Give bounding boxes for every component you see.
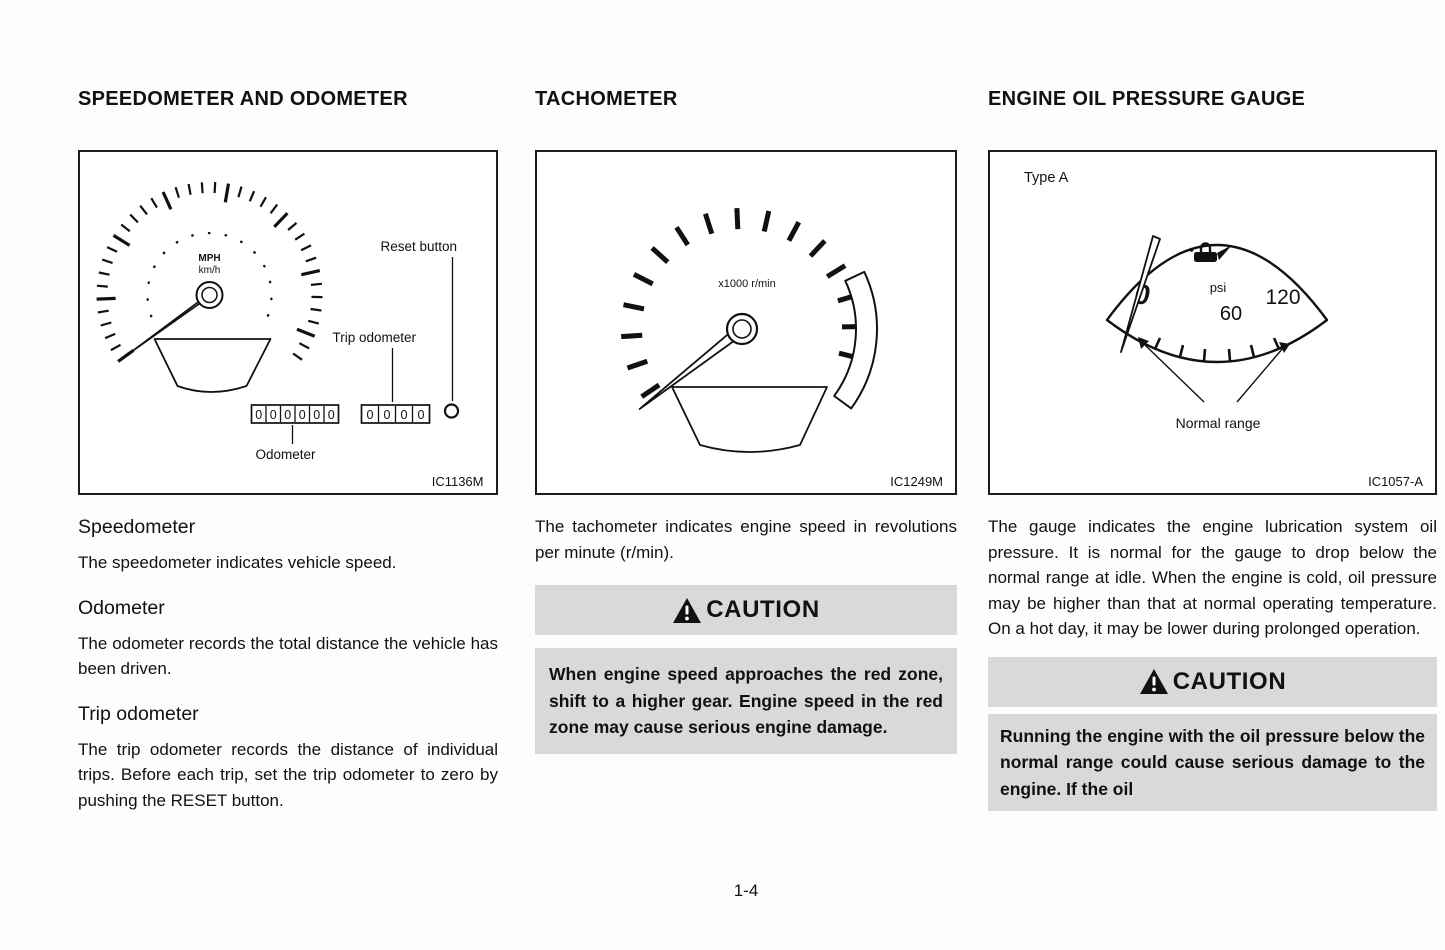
- odometer-readout: [252, 405, 339, 423]
- paragraph-oil-pressure: The gauge indicates the engine lubrication system oil pressure. It is normal for the gauge to drop below the normal range at idle. When the engine is cold, oil pressure may be higher than that at normal operating temperature. On a hot day, it may be lower during prolonged operation.: [988, 517, 1437, 638]
- subheading-speedometer: Speedometer: [78, 516, 196, 538]
- trip-odometer-callout: Trip odometer: [332, 330, 417, 345]
- subheading-odometer: Odometer: [78, 596, 165, 619]
- tachometer-units-label: x1000 r/min: [718, 278, 776, 290]
- paragraph-tachometer: The tachometer indicates engine speed in revolutions per minute (r/min).: [535, 517, 957, 562]
- svg-text:0: 0: [383, 408, 391, 422]
- tachometer-window: [672, 387, 827, 452]
- tachometer-tick-ring: [621, 208, 863, 397]
- oil-pressure-diagram: [990, 152, 1435, 493]
- column-tachometer: [535, 86, 957, 754]
- scale-zero: 0: [1134, 279, 1150, 310]
- tachometer-hub-inner: [733, 320, 751, 338]
- svg-text:0: 0: [269, 408, 277, 422]
- svg-text:0: 0: [417, 408, 425, 422]
- speedometer-hub-inner: [202, 288, 217, 303]
- trip-odometer-readout: [362, 405, 430, 423]
- tachometer-redzone-band: [834, 272, 877, 409]
- gauge-type-label: Type A: [1024, 170, 1069, 186]
- speedometer-mph-label: MPH: [198, 253, 221, 264]
- normal-range-label: Normal range: [1175, 415, 1261, 431]
- speedometer-kmh-label: km/h: [198, 265, 221, 276]
- caution-header-tachometer: [535, 585, 957, 635]
- figure-tachometer: [535, 150, 957, 495]
- column-oil-pressure: [988, 86, 1437, 811]
- warning-triangle-icon: [1139, 668, 1169, 695]
- caution-text-oil-pressure: Running the engine with the oil pressure below the normal range could cause serious damage to the engine. If the oil: [988, 714, 1437, 812]
- scale-one-twenty: 120: [1265, 286, 1301, 309]
- caution-text-tachometer: When engine speed approaches the red zone, shift to a higher gear. Engine speed in the red zone may cause serious engine damage.: [535, 648, 957, 754]
- psi-label: psi: [1209, 280, 1227, 295]
- figure-oil-pressure: [988, 150, 1437, 495]
- figure-speedometer: [78, 150, 498, 495]
- svg-text:0: 0: [255, 408, 263, 422]
- paragraph-speedometer: The speedometer indicates vehicle speed.: [78, 553, 397, 572]
- section-title-speedometer: SPEEDOMETER AND ODOMETER: [78, 88, 408, 110]
- svg-text:0: 0: [400, 408, 408, 422]
- odometer-callout: Odometer: [255, 447, 316, 462]
- section-title-oil-pressure: ENGINE OIL PRESSURE GAUGE: [988, 88, 1306, 110]
- warning-triangle-icon: [672, 597, 702, 624]
- svg-text:0: 0: [313, 408, 321, 422]
- caution-title: CAUTION: [706, 596, 820, 623]
- reset-button-callout: Reset button: [380, 239, 458, 254]
- page-number: 1-4: [733, 881, 759, 900]
- paragraph-odometer: The odometer records the total distance the vehicle has been driven.: [78, 633, 498, 678]
- figure-code: IC1057-A: [1368, 474, 1423, 489]
- caution-header-oil-pressure: [988, 657, 1437, 707]
- figure-code: IC1136M: [431, 474, 484, 489]
- svg-text:0: 0: [327, 408, 335, 422]
- column-speedometer: [78, 86, 498, 826]
- svg-text:0: 0: [284, 408, 292, 422]
- svg-text:0: 0: [298, 408, 306, 422]
- speedometer-diagram: [80, 152, 496, 493]
- svg-text:0: 0: [366, 408, 374, 422]
- speedometer-window: [155, 339, 271, 392]
- caution-title: CAUTION: [1172, 667, 1287, 695]
- section-title-tachometer: TACHOMETER: [535, 88, 678, 110]
- tachometer-diagram: [537, 152, 955, 493]
- subheading-trip-odometer: Trip odometer: [78, 702, 199, 725]
- figure-code: IC1249M: [890, 474, 943, 489]
- paragraph-trip-odometer: The trip odometer records the distance of individual trips. Before each trip, set the trip odometer to zero by pushing the RESET button.: [78, 739, 498, 810]
- scale-sixty: 60: [1219, 303, 1243, 325]
- reset-button-icon: [445, 405, 458, 418]
